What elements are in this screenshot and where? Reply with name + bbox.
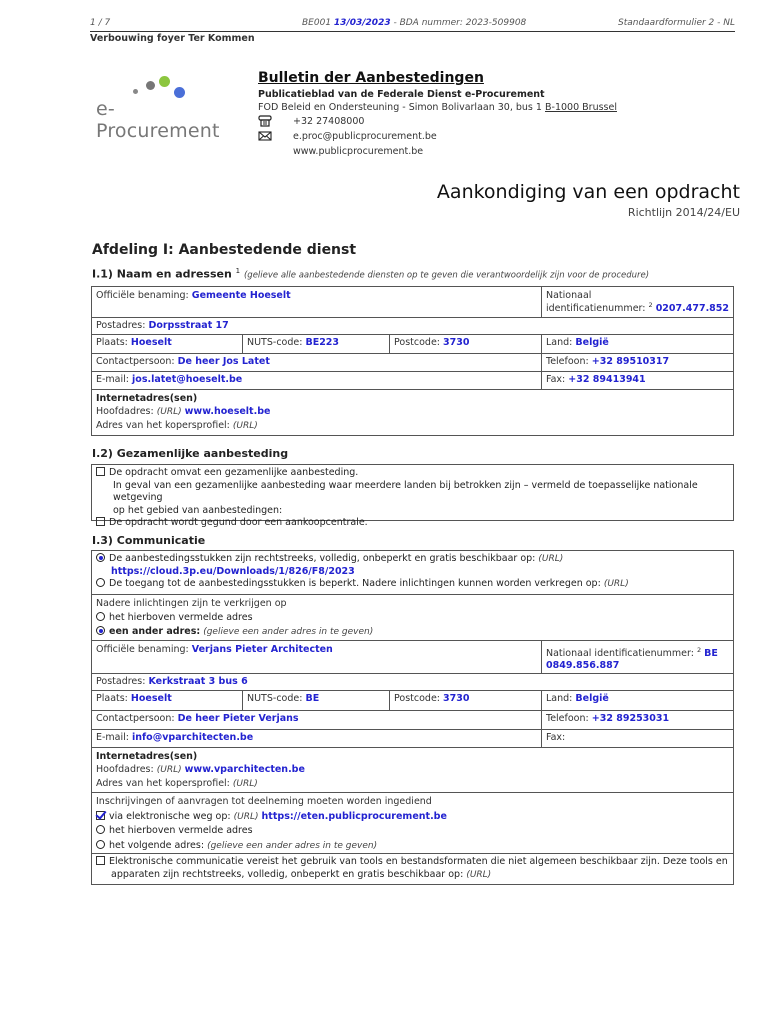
row-other-email: E-mail: info@vparchitecten.be Fax: (92, 730, 733, 748)
row-submission: Inschrijvingen of aanvragen tot deelneming moeten worden ingediend via elektronische weg op: (URL) https://eten.publicprocurement.be het hierboven vermelde adres het volgende adres: (gelieve een ander adres in te geven) (92, 793, 733, 854)
central-purchasing-checkbox[interactable] (96, 517, 105, 526)
row-other-official-name: Officiële benaming: Verjans Pieter Architecten Nationaal identificatienummer: $^2$ BE 0849.856.887 (92, 641, 733, 674)
official-name-value: Gemeente Hoeselt (191, 290, 291, 301)
submission-following-address-radio[interactable] (96, 840, 105, 849)
info-other-address-radio[interactable] (96, 626, 105, 635)
doc-prefix: BE001 (302, 18, 332, 28)
publisher-email-line (258, 131, 678, 143)
logo-text: e-Procurement (96, 98, 220, 142)
notice-reference (302, 18, 526, 28)
row-postal-address: Postadres: Dorpsstraat 17 (92, 318, 733, 335)
logo-dot-small (133, 89, 138, 94)
envelope-icon (258, 130, 272, 142)
electronic-submission-checkbox[interactable] (96, 811, 105, 820)
row-contact: Contactpersoon: De heer Jos Latet Telefoon: +32 89510317 (92, 354, 733, 372)
form-name: Standaardformulier 2 - NL (617, 18, 735, 28)
contracting-authority-table (91, 286, 734, 436)
bulletin-subtitle: Publicatieblad van de Federale Dienst e-Procurement (258, 89, 545, 100)
row-official-name: Officiële benaming: Gemeente Hoeselt Nationaal identificatienummer: $^2$ 0207.477.852 (92, 287, 733, 318)
row-other-internet: Internetadres(sen) Hoofdadres: (URL) www.vparchitecten.be Adres van het kopersprofiel: (URL) (92, 748, 733, 793)
documents-restricted-radio[interactable] (96, 578, 105, 587)
national-id-value: 0207.477.852 (655, 303, 730, 315)
notice-date: 13/03/2023 (333, 18, 391, 28)
documents-unrestricted-radio[interactable] (96, 553, 105, 562)
project-subject: Verbouwing foyer Ter Kommen (90, 33, 255, 44)
phone-icon (258, 115, 272, 127)
subsection-1-2-heading: I.2) Gezamenlijke aanbesteding (92, 447, 289, 460)
electronic-tools-checkbox[interactable] (96, 856, 105, 865)
row-other-city: Plaats: Hoeselt NUTS-code: BE Postcode: 3730 Land: België (92, 691, 733, 711)
logo-dot-grey (146, 81, 155, 90)
subsection-1-1-heading: I.1) Naam en adressen $^1$ (gelieve alle aanbestedende diensten op te geven die verantwoordelijk zijn voor de procedure) (92, 267, 650, 281)
publisher-web-line (258, 146, 678, 158)
row-info-address: Nadere inlichtingen zijn te verkrijgen op het hierboven vermelde adres een ander adres: (gelieve een ander adres in te geven) (92, 595, 733, 641)
publisher-block (258, 70, 678, 158)
row-other-postal: Postadres: Kerkstraat 3 bus 6 (92, 674, 733, 691)
page-header (90, 18, 735, 42)
row-electronic-tools: Elektronische communicatie vereist het gebruik van tools en bestandsformaten die niet algemeen beschikbaar zijn. Deze tools en apparaten zijn rechtstreeks, volledig, onbeperkt en gratis beschikbaar op: (URL) (92, 854, 733, 884)
joint-procurement-checkbox[interactable] (96, 467, 105, 476)
joint-procurement-box: De opdracht omvat een gezamenlijke aanbesteding. In geval van een gezamenlijke aanbesteding waar meerdere landen bij betrokken zijn – vermeld de toepasselijke nationale wetgeving op het gebied van aanbestedingen: De opdracht wordt gegund door een aankoopcentrale. (91, 464, 734, 521)
publisher-website[interactable]: www.publicprocurement.be (293, 146, 424, 157)
document-title: Aankondiging van een opdracht (436, 181, 740, 203)
document-title-block (437, 181, 740, 219)
row-internet: Internetadres(sen) Hoofdadres: (URL) www.hoeselt.be Adres van het kopersprofiel: (URL) (96, 393, 271, 431)
e-procurement-logo (96, 76, 221, 142)
logo-dot-green (159, 76, 170, 87)
logo-dot-blue (174, 87, 185, 98)
document-directive: Richtlijn 2014/24/EU (627, 206, 740, 219)
documents-url[interactable]: https://cloud.3p.eu/Downloads/1/826/F8/2023 (111, 565, 355, 577)
publisher-email[interactable]: e.proc@publicprocurement.be (293, 131, 437, 142)
submission-above-address-radio[interactable] (96, 825, 105, 834)
other-website-link[interactable]: www.vparchitecten.be (184, 764, 305, 775)
other-email-link[interactable]: info@vparchitecten.be (132, 732, 254, 743)
bulletin-title: Bulletin der Aanbestedingen (258, 70, 484, 86)
row-other-contact: Contactpersoon: De heer Pieter Verjans Telefoon: +32 89253031 (92, 711, 733, 730)
bda-number: - BDA nummer: 2023-509908 (393, 18, 527, 28)
website-link[interactable]: www.hoeselt.be (184, 406, 271, 417)
publisher-address: FOD Beleid en Ondersteuning - Simon Bolivarlaan 30, bus 1 (258, 102, 542, 113)
subsection-1-3-heading: I.3) Communicatie (92, 534, 206, 547)
row-documents-access: De aanbestedingsstukken zijn rechtstreeks, volledig, onbeperkt en gratis beschikbaar op: (URL) https://cloud.3p.eu/Downloads/1/826/F8/2023 De toegang tot de aanbestedingsstukken is beperkt. Nadere inlichtingen kunnen worden verkregen op: (URL) (92, 551, 733, 595)
publisher-city: B-1000 Brussel (545, 102, 617, 113)
info-above-address-radio[interactable] (96, 612, 105, 621)
submission-url[interactable]: https://eten.publicprocurement.be (261, 810, 447, 822)
page-number: 1 / 7 (90, 18, 111, 28)
publisher-address-line (258, 102, 678, 113)
publisher-phone: +32 27408000 (293, 116, 365, 127)
communication-table (91, 550, 734, 885)
row-email: E-mail: jos.latet@hoeselt.be Fax: +32 89413941 (92, 372, 733, 390)
section-heading: Afdeling I: Aanbestedende dienst (92, 242, 357, 258)
publisher-phone-line (258, 116, 678, 128)
row-city: Plaats: Hoeselt NUTS-code: BE223 Postcode: 3730 Land: België (92, 335, 733, 354)
email-link[interactable]: jos.latet@hoeselt.be (132, 374, 243, 385)
